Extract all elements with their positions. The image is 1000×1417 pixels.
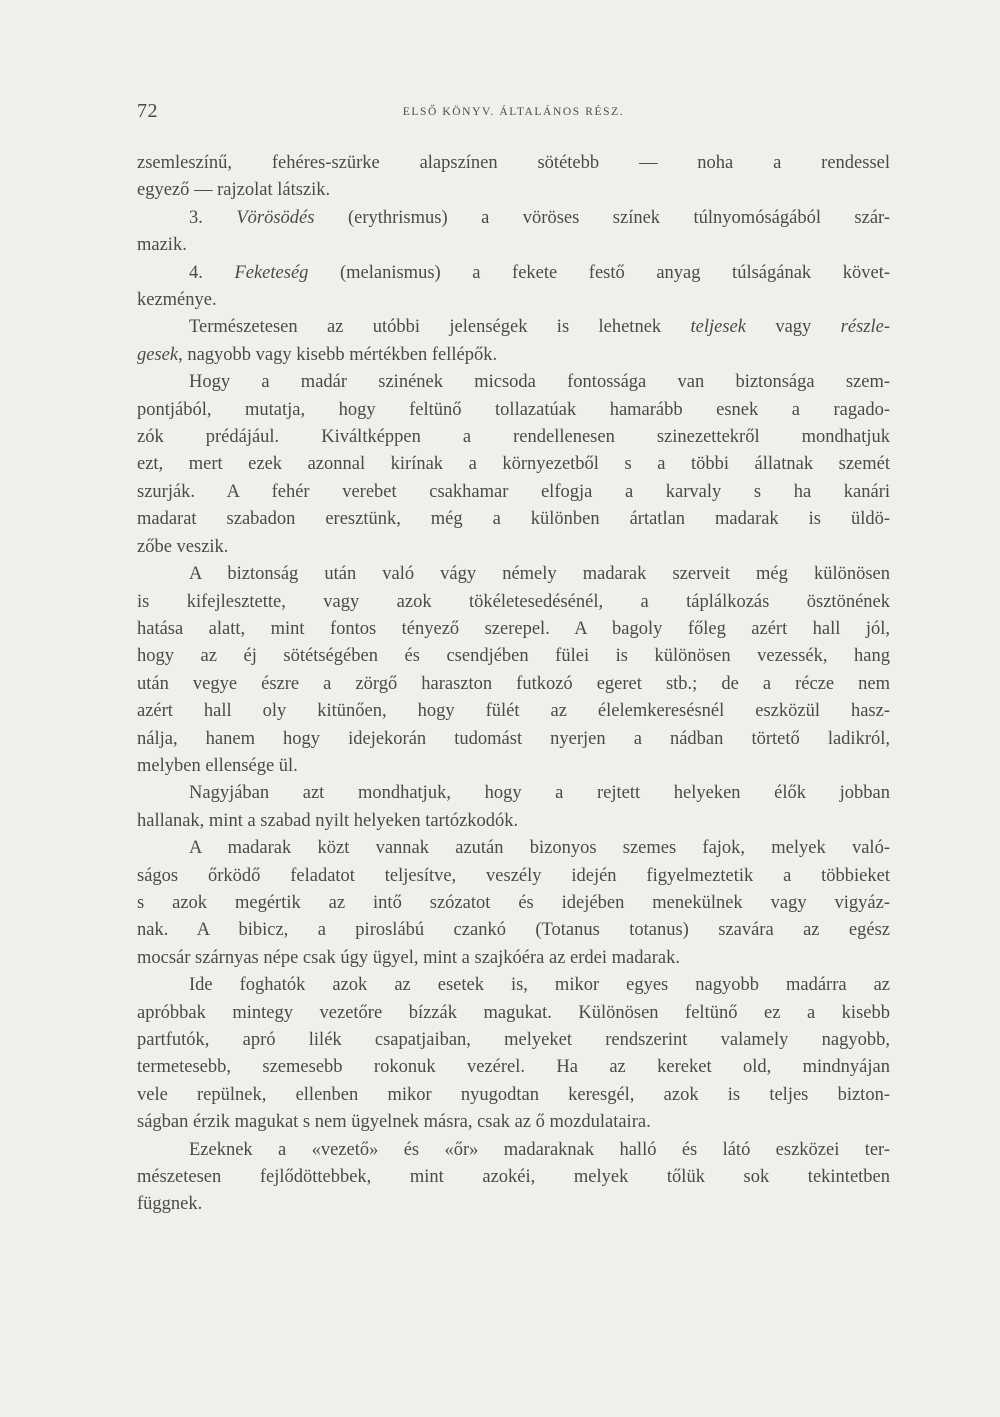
paragraph: hogy az éj sötétségében és csendjében fülei is különösen vezessék, hang [137, 646, 890, 667]
paragraph: partfutók, apró lilék csapatjaiban, melyeket rendszerint valamely nagyobb, [137, 1030, 890, 1050]
paragraph: ságos őrködő feladatot teljesítve, veszély idején figyelmeztetik a többieket [137, 865, 890, 886]
paragraph-end: mocsár szárnyas népe csak úgy ügyel, mint a szajkóéra az erdei madarak. [137, 947, 680, 968]
paragraph: azért hall oly kitünően, hogy fülét az élelemkeresésnél eszközül hasz- [137, 701, 890, 722]
paragraph: apróbbak mintegy vezetőre bízzák magukat. Különösen feltünő ez a kisebb [137, 1002, 890, 1023]
paragraph: zsemleszínű, fehéres-szürke alapszínen sötétebb — noha a rendessel [137, 153, 890, 173]
paragraph: nak. A bibicz, a piroslábú czankó (Totanus totanus) szavára az egész [137, 920, 890, 941]
paragraph: Ezeknek a «vezető» és «őr» madaraknak halló és látó eszközei ter- [189, 1139, 890, 1160]
paragraph: Ide foghatók azok az esetek is, mikor egyes nagyobb madárra az [189, 975, 890, 996]
paragraph [137, 314, 890, 341]
running-head: ELSŐ KÖNYV. ÁLTALÁNOS RÉSZ. [402, 106, 625, 118]
paragraph [137, 260, 890, 287]
italic-line: Természetesen az utóbbi jelenségek is lehetnek teljesek vagy részle- [189, 317, 890, 338]
paragraph: A madarak közt vannak azután bizonyos szemes fajok, melyek való- [189, 838, 890, 859]
paragraph-end: ságban érzik magukat s nem ügyelnek másra, csak az ő mozdulataira. [137, 1112, 651, 1133]
paragraph: mészetesen fejlődöttebbek, mint azokéi, melyek tőlük sok tekintetben [137, 1167, 890, 1188]
paragraph-end: melyben ellensége ül. [137, 755, 298, 776]
paragraph: vele repülnek, ellenben mikor nyugodtan keresgél, azok is teljes bizton- [137, 1084, 890, 1105]
italic-line: 4. Feketeség (melanismus) a fekete festő anyag túlságának követ- [189, 262, 891, 283]
paragraph-end: kezménye. [137, 290, 217, 311]
paragraph-end: zőbe veszik. [137, 536, 229, 557]
paragraph: ezt, mert ezek azonnal kirínak a környezetből s a többi állatnak szemét [137, 454, 890, 475]
page-number: 72 [137, 100, 158, 122]
paragraph: pontjából, mutatja, hogy feltünő tollazatúak hamarább esnek a ragado- [137, 399, 890, 420]
paragraph: Hogy a madár szinének micsoda fontossága van biztonsága szem- [189, 372, 890, 393]
page-header [137, 100, 890, 130]
paragraph: A biztonság után való vágy némely madarak szerveit még különösen [189, 564, 890, 585]
paragraph-end: egyező — rajzolat látszik. [137, 180, 331, 201]
paragraph-end [137, 342, 890, 369]
paragraph-end: mazik. [137, 235, 187, 256]
paragraph-end: függnek. [137, 1194, 203, 1215]
paragraph: nálja, hanem hogy idejekorán tudomást nyerjen a nádban törtető ladikról, [137, 728, 890, 749]
paragraph: szurják. A fehér verebet csakhamar elfogja a karvaly s ha kanári [137, 481, 890, 502]
paragraph-end: hallanak, mint a szabad nyilt helyeken tartózkodók. [137, 810, 519, 831]
paragraph: is kifejlesztette, vagy azok tökéletesedésénél, a táplálkozás ösztönének [137, 591, 890, 612]
body-text [137, 150, 890, 1219]
italic-line: gesek, nagyobb vagy kisebb mértékben fellépők. [137, 344, 498, 365]
paragraph: s azok megértik az intő szózatot és idejében menekülnek vagy vigyáz- [137, 892, 890, 913]
paragraph: Nagyjában azt mondhatjuk, hogy a rejtett helyeken élők jobban [189, 783, 890, 804]
paragraph [137, 205, 890, 232]
paragraph: zók prédájául. Kiváltképpen a rendellenesen szinezettekről mondhatjuk [137, 427, 890, 448]
paragraph: után vegye észre a zörgő haraszton futkozó egeret stb.; de a récze nem [137, 673, 890, 694]
paragraph: termetesebb, szemesebb rokonuk vezérel. Ha az kereket old, mindnyájan [137, 1057, 890, 1078]
italic-line: 3. Vörösödés (erythrismus) a vöröses színek túlnyomóságából szár- [189, 207, 891, 228]
paragraph: hatása alatt, mint fontos tényező szerepel. A bagoly főleg azért hall jól, [137, 618, 890, 639]
paragraph: madarat szabadon eresztünk, még a különben ártatlan madarak is üldö- [137, 509, 890, 530]
